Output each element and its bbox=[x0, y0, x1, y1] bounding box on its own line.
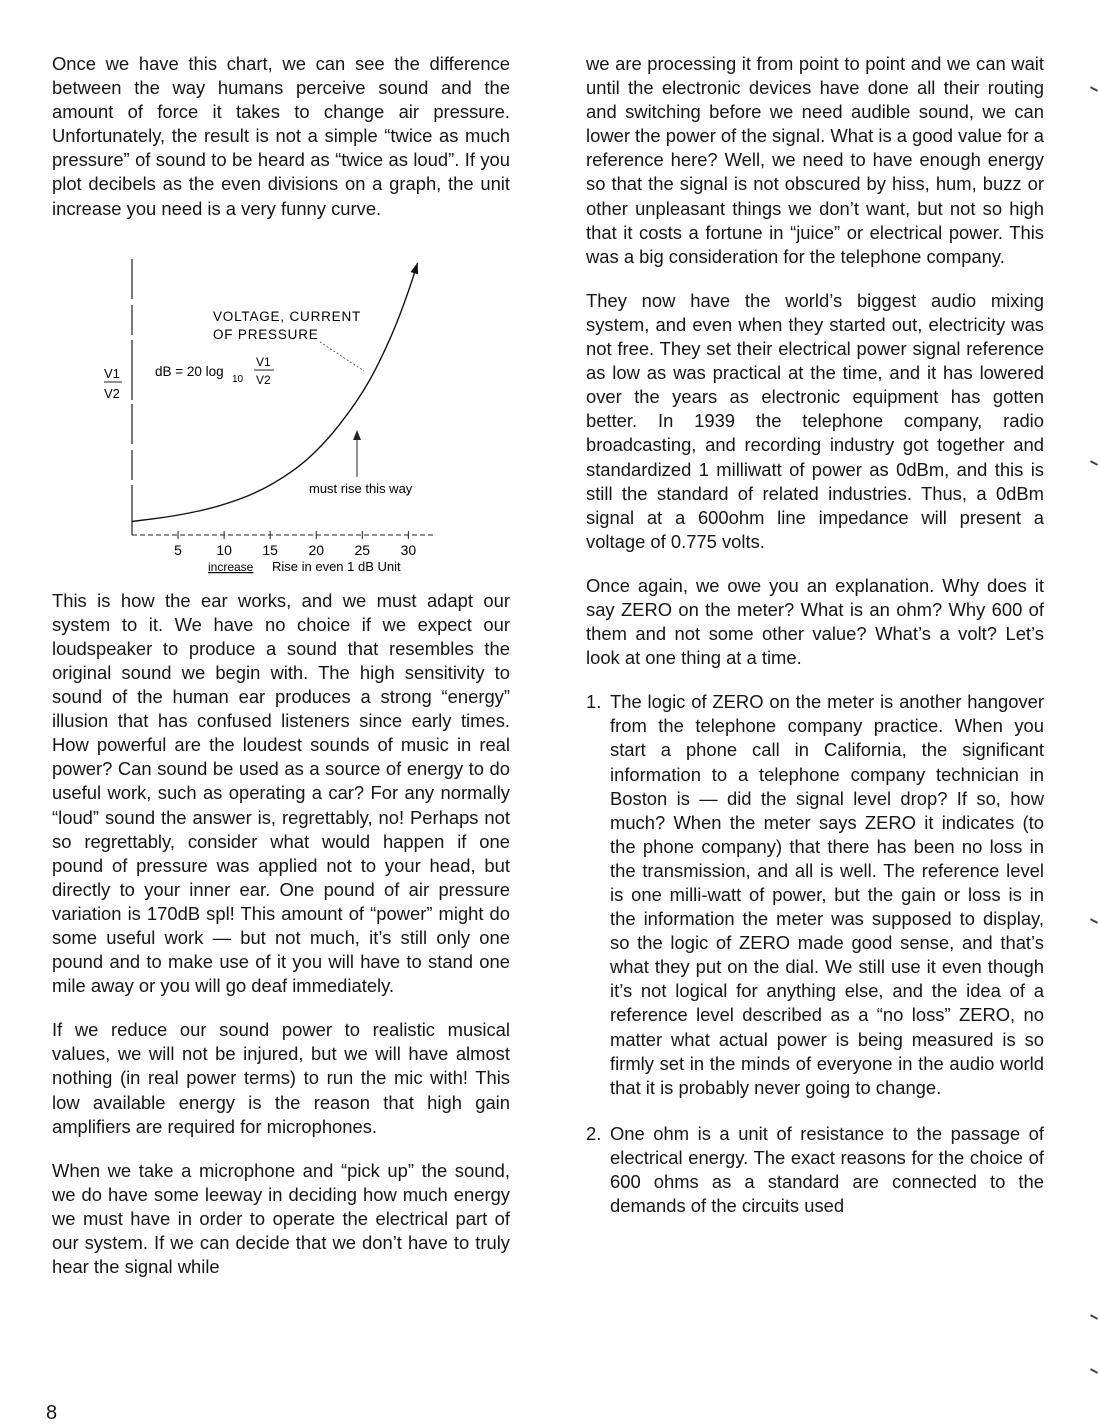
scan-mark bbox=[1090, 460, 1098, 466]
formula-numerator: V1 bbox=[256, 354, 271, 369]
note-arrow-head bbox=[353, 430, 361, 440]
right-column bbox=[586, 52, 1044, 1240]
list-item bbox=[586, 690, 1044, 1100]
formula-prefix: dB = 20 log bbox=[155, 363, 224, 379]
scan-mark bbox=[1090, 86, 1098, 92]
y-label-top: V1 bbox=[104, 365, 120, 381]
x-tick-label: 5 bbox=[174, 541, 182, 558]
x-tick-label: 10 bbox=[216, 541, 232, 558]
numbered-list bbox=[586, 690, 1044, 1218]
x-tick-label: 25 bbox=[354, 541, 371, 558]
x-label: Rise in even 1 dB Unit bbox=[272, 558, 401, 574]
x-label-prefix: increase bbox=[208, 559, 254, 574]
y-label-bottom: V2 bbox=[104, 385, 120, 401]
chart-svg bbox=[52, 245, 510, 575]
x-tick-label: 15 bbox=[262, 541, 278, 558]
left-column bbox=[52, 52, 510, 1279]
list-number: 1. bbox=[586, 691, 602, 713]
formula-denominator: V2 bbox=[256, 372, 271, 387]
paragraph: They now have the world’s biggest audio mixing system, and even when they started out, electricity was not free. They set their electrical power signal reference as low as was practical at the time, and it has lowered over the years as electronic equipment has gotten better. In 1939 the telephone company, radio broadcasting, and recording industry got together and standardized 1 milliwatt of power as 0dBm, and this is still the standard of related industries. Thus, a 0dBm signal at a 600ohm line impedance will present a voltage of 0.775 volts. bbox=[586, 289, 1044, 552]
scan-mark bbox=[1090, 1368, 1098, 1374]
list-item bbox=[586, 1122, 1044, 1218]
curve-label-leader bbox=[320, 342, 364, 371]
x-tick-label: 20 bbox=[308, 541, 325, 558]
list-text: The logic of ZERO on the meter is another hangover from the telephone company practice. When you start a phone call in California, the significant information to a telephone company technician in Boston is — did the signal level drop? If so, how much? When the meter says ZERO it indicates (to the phone company) that there has been no loss in the transmission, and all is well. The reference level is one milli-watt of power, but the gain or loss is in the information the meter was supposed to display, so the logic of ZERO made good sense, and that’s what they put on the dial. We still use it even though it’s not logical for anything else, and the idea of a reference level described as a “no loss” ZERO, no matter what actual power is being measured is so firmly set in the minds of everyone in the audio world that it is probably never going to change. bbox=[610, 691, 1044, 1098]
paragraph: Once we have this chart, we can see the difference between the way humans perceive sound and the amount of force it takes to change air pressure. Unfortunately, the result is not a simple “twice as much pressure” of sound to be heard as “twice as loud”. If you plot decibels as the even divisions on a graph, the unit increase you need is a very funny curve. bbox=[52, 53, 510, 219]
paragraph: This is how the ear works, and we must adapt our system to it. We have no choice if we expect our loudspeaker to produce a sound that resembles the original sound we begin with. The high sensitivity to sound of the human ear produces a strong “energy” illusion that has confused listeners since early times. How powerful are the loudest sounds of music in real power? Can sound be used as a source of energy to do useful work, such as operating a car? For any normally “loud” sound the answer is, regrettably, no! Perhaps not so regrettably, consider what would happen if one pound of pressure was applied not to your head, but directly to your inner ear. One pound of air pressure variation is 170dB spl! This amount of “power” might do some useful work — but not much, it’s still only one pound and to make use of it you will have to stand one mile away or you will go deaf immediately. bbox=[52, 589, 510, 997]
paragraph: If we reduce our sound power to realistic musical values, we will not be injured, but we will have almost nothing (in real power terms) to run the mic with! This low available energy is the reason that high gain amplifiers are required for microphones. bbox=[52, 1019, 510, 1137]
scan-mark bbox=[1090, 1314, 1098, 1320]
curve-arrow-head bbox=[411, 262, 419, 274]
curve-label-line2: OF PRESSURE bbox=[213, 326, 319, 342]
paragraph: we are processing it from point to point and we can wait until the electronic devices have done all their routing and switching before we need audible sound, we can lower the power of the signal. What is a good value for a reference here? Well, we need to have enough energy so that the signal is not obscured by hiss, hum, buzz or other unpleasant things we don’t want, but not so high that it costs a fortune in “juice” or electrical power. This was a big consideration for the telephone company. bbox=[586, 53, 1044, 267]
list-text: One ohm is a unit of resistance to the passage of electrical energy. The exact reasons for the choice of 600 ohms as a standard are connected to the demands of the circuits used bbox=[610, 1122, 1044, 1217]
list-number: 2. bbox=[586, 1122, 602, 1144]
paragraph: Once again, we owe you an explanation. Why does it say ZERO on the meter? What is an ohm? Why 600 of them and not some other value? What’s a volt? Let’s look at one thing at a time. bbox=[586, 574, 1044, 669]
curve-label-line1: VOLTAGE, CURRENT bbox=[213, 308, 362, 324]
formula-subscript: 10 bbox=[232, 373, 244, 385]
page-number: 8 bbox=[46, 1402, 58, 1424]
scan-mark bbox=[1090, 918, 1098, 924]
decibel-chart bbox=[52, 245, 510, 575]
paragraph: When we take a microphone and “pick up” the sound, we do have some leeway in deciding how much energy we must have in order to operate the electrical part of our system. If we can decide that we don’t have to truly hear the signal while bbox=[52, 1159, 510, 1278]
x-tick-label: 30 bbox=[400, 541, 417, 558]
arrow-note: must rise this way bbox=[309, 480, 413, 496]
